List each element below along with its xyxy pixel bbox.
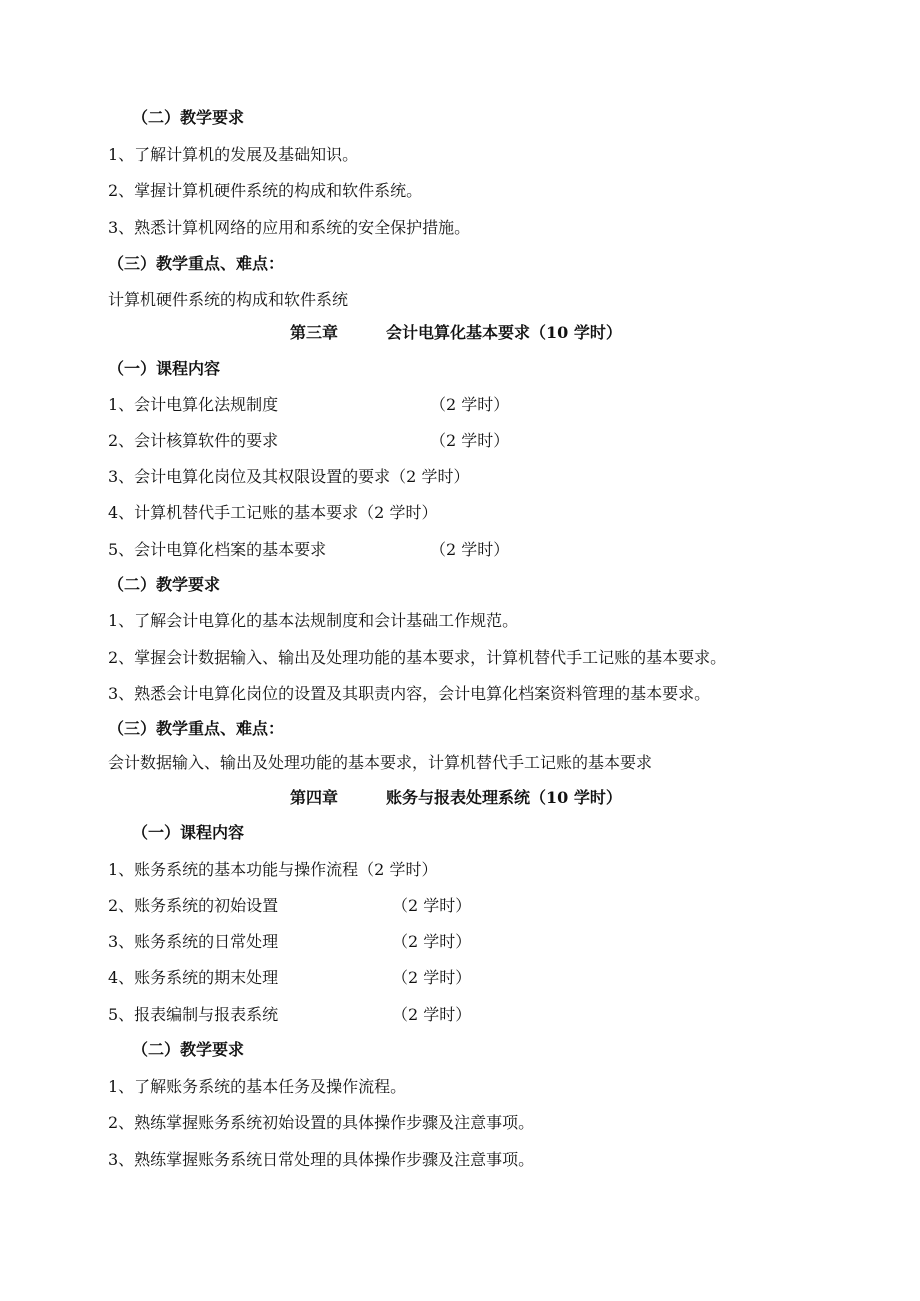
- list-item: [108, 503, 708, 523]
- chapter-heading-4: [290, 788, 622, 808]
- list-item: 1、了解会计电算化的基本法规制度和会计基础工作规范。: [108, 611, 519, 630]
- paragraph-key-points: 会计数据输入、输出及处理功能的基本要求，计算机替代手工记账的基本要求: [108, 753, 653, 772]
- item-text: 5、报表编制与报表系统: [108, 1005, 279, 1024]
- item-hours: （2 学时）: [392, 968, 472, 987]
- section-heading-teaching-requirements: （二）教学要求: [132, 108, 245, 127]
- list-item: [108, 932, 708, 952]
- chapter-number: 第四章: [290, 788, 339, 807]
- list-item: 3、熟悉会计电算化岗位的设置及其职责内容，会计电算化档案资料管理的基本要求。: [108, 684, 711, 703]
- chapter-number: 第三章: [290, 323, 339, 342]
- item-text: 2、会计核算软件的要求: [108, 431, 279, 450]
- list-item: 3、熟练掌握账务系统日常处理的具体操作步骤及注意事项。: [108, 1150, 535, 1169]
- item-hours: （2 学时）: [430, 431, 510, 450]
- item-text: 2、账务系统的初始设置: [108, 896, 279, 915]
- item-text: 1、会计电算化法规制度: [108, 395, 279, 414]
- list-item: [108, 860, 708, 880]
- item-hours: （2 学时）: [392, 932, 472, 951]
- list-item: [108, 467, 708, 487]
- list-item: [108, 896, 708, 916]
- list-item: 1、了解账务系统的基本任务及操作流程。: [108, 1077, 407, 1096]
- section-heading-teaching-requirements: （二）教学要求: [132, 1040, 245, 1059]
- list-item: [108, 968, 708, 988]
- section-heading-key-points: （三）教学重点、难点：: [108, 254, 285, 273]
- list-item: 2、掌握计算机硬件系统的构成和软件系统。: [108, 181, 423, 200]
- section-heading-key-points: （三）教学重点、难点：: [108, 719, 285, 738]
- list-item: [108, 395, 708, 415]
- paragraph-key-points: 计算机硬件系统的构成和软件系统: [108, 290, 349, 309]
- section-heading-course-content: （一）课程内容: [132, 823, 245, 842]
- chapter-title: 会计电算化基本要求（10 学时）: [386, 323, 622, 342]
- list-item: 3、熟悉计算机网络的应用和系统的安全保护措施。: [108, 218, 471, 237]
- chapter-title: 账务与报表处理系统（10 学时）: [386, 788, 622, 807]
- item-text: 4、账务系统的期末处理: [108, 968, 279, 987]
- list-item: 2、掌握会计数据输入、输出及处理功能的基本要求，计算机替代手工记账的基本要求。: [108, 648, 727, 667]
- item-hours: （2 学时）: [430, 395, 510, 414]
- list-item: [108, 1005, 708, 1025]
- section-heading-teaching-requirements: （二）教学要求: [108, 575, 221, 594]
- list-item: [108, 540, 708, 560]
- list-item: 1、了解计算机的发展及基础知识。: [108, 145, 359, 164]
- item-text: 4、计算机替代手工记账的基本要求（2 学时）: [108, 503, 438, 522]
- item-hours: （2 学时）: [430, 540, 510, 559]
- section-heading-course-content: （一）课程内容: [108, 359, 221, 378]
- item-text: 5、会计电算化档案的基本要求: [108, 540, 327, 559]
- list-item: [108, 431, 708, 451]
- item-text: 1、账务系统的基本功能与操作流程（2 学时）: [108, 860, 438, 879]
- item-hours: （2 学时）: [392, 1005, 472, 1024]
- item-text: 3、账务系统的日常处理: [108, 932, 279, 951]
- item-text: 3、会计电算化岗位及其权限设置的要求（2 学时）: [108, 467, 470, 486]
- item-hours: （2 学时）: [392, 896, 472, 915]
- list-item: 2、熟练掌握账务系统初始设置的具体操作步骤及注意事项。: [108, 1113, 535, 1132]
- chapter-heading-3: [290, 323, 622, 343]
